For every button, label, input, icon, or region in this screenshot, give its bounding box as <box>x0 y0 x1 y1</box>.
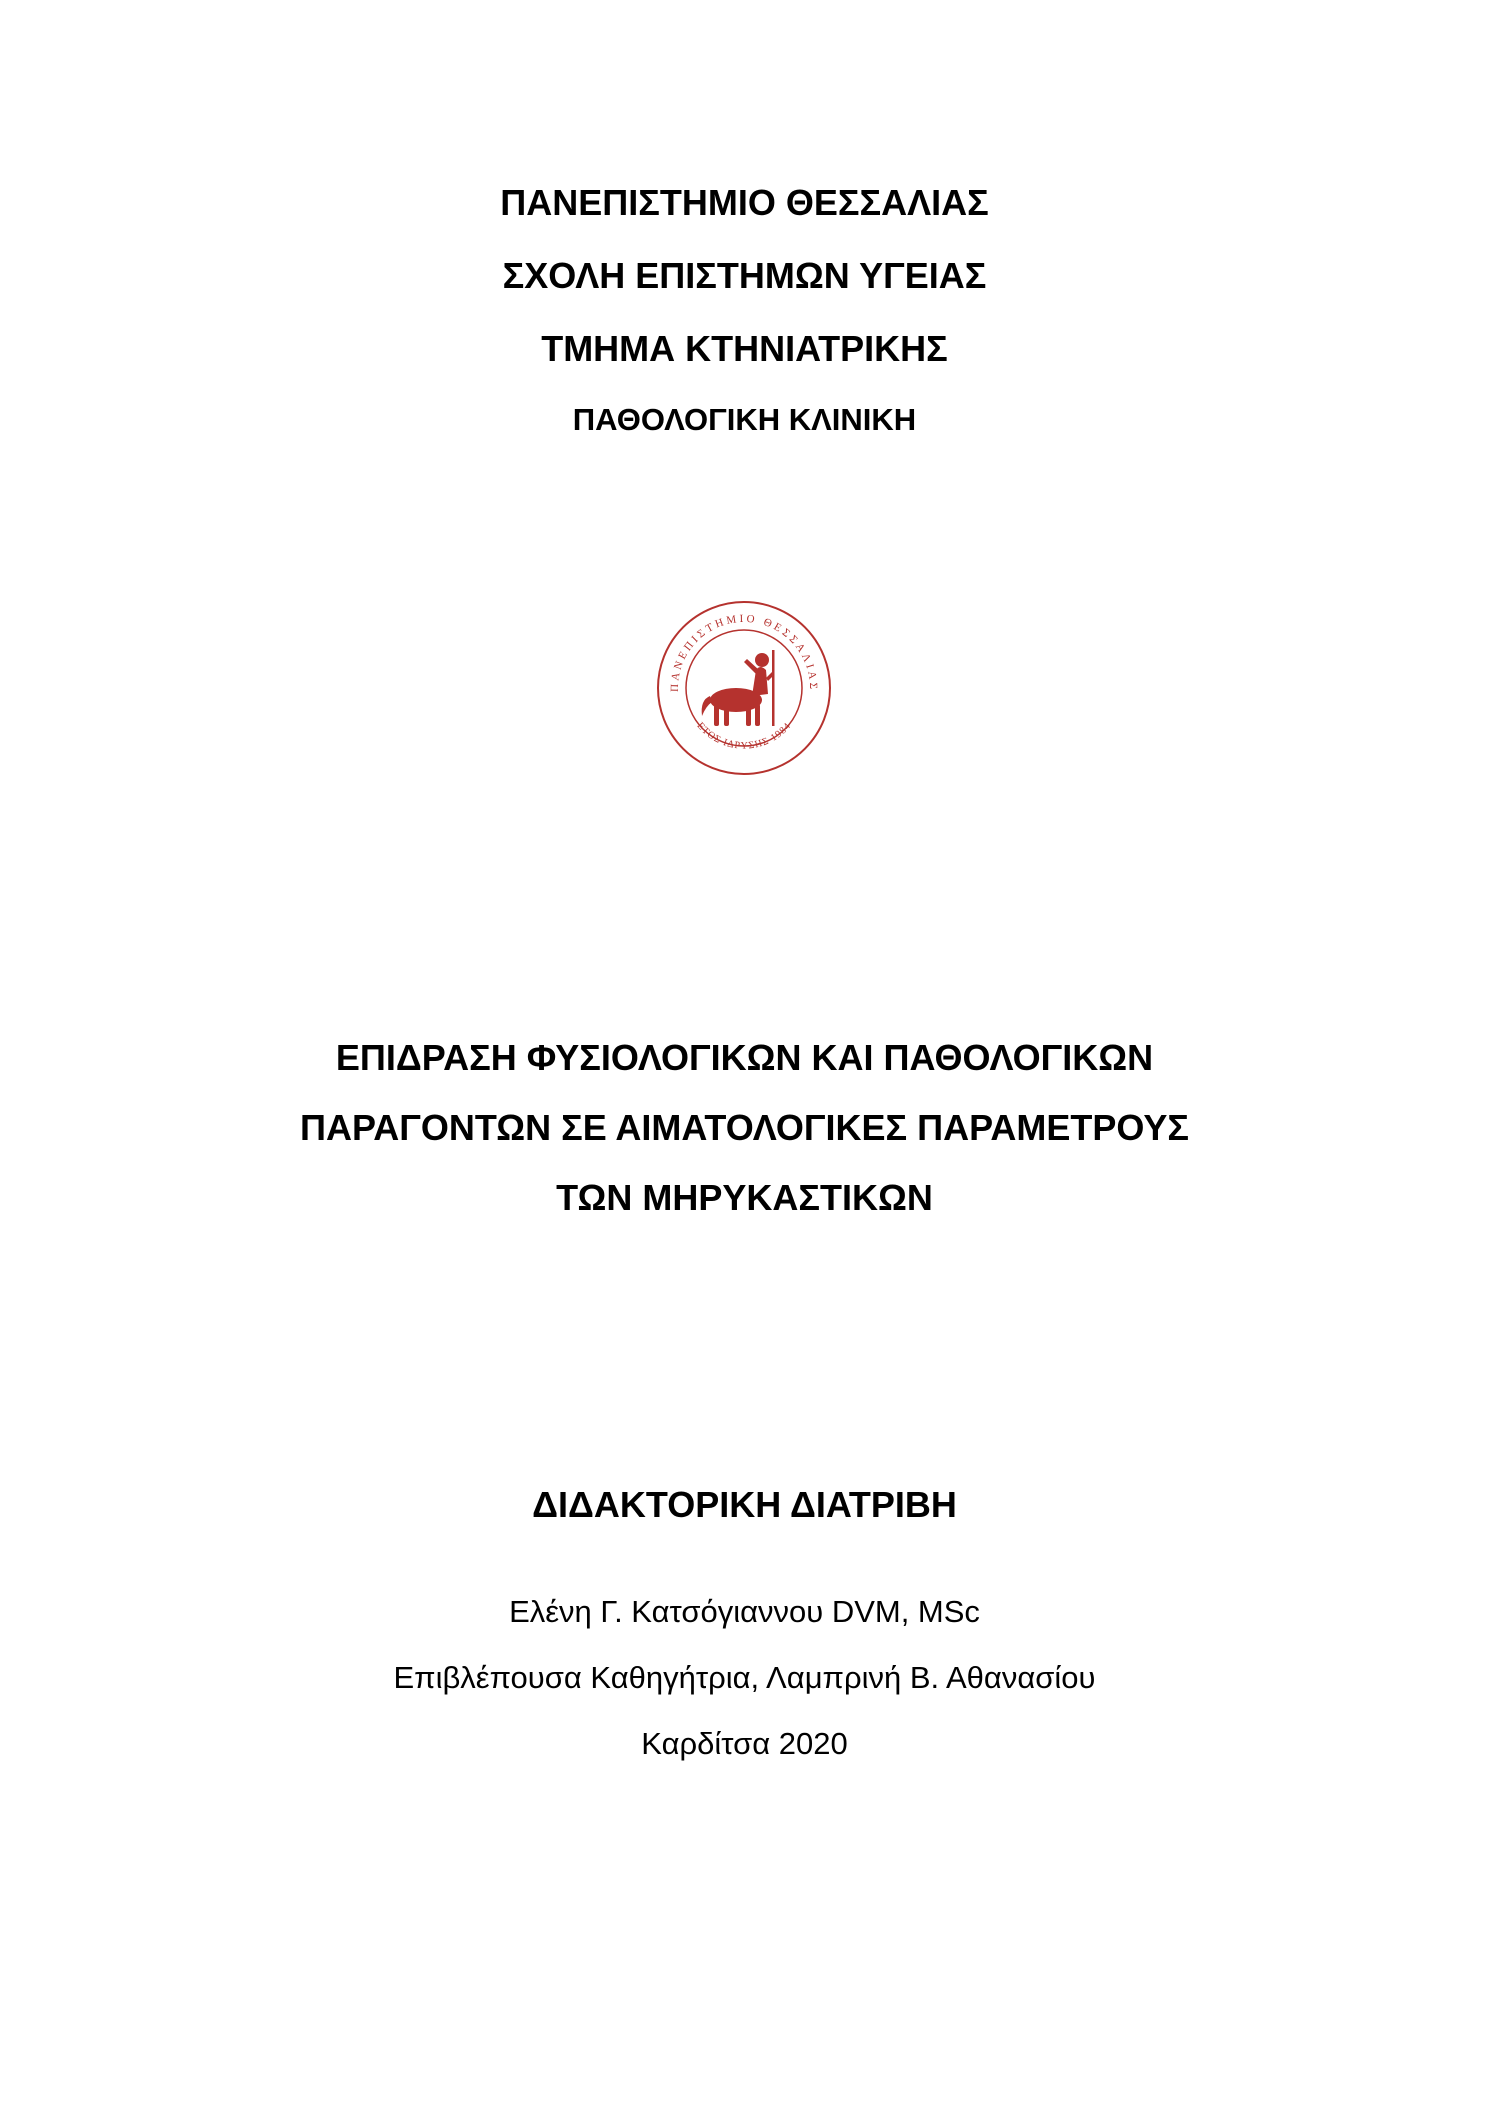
thesis-title-line-2: ΠΑΡΑΓΟΝΤΩΝ ΣΕ ΑΙΜΑΤΟΛΟΓΙΚΕΣ ΠΑΡΑΜΕΤΡΟΥΣ <box>299 1107 1190 1148</box>
thesis-title-line-3: ΤΩΝ ΜΗΡΥΚΑΣΤΙΚΩΝ <box>556 1177 933 1218</box>
seal-text-top: ΠΑΝΕΠΙΣΤΗΜΙΟ ΘΕΣΣΑΛΙΑΣ <box>668 612 820 693</box>
supervisor-line: Επιβλέπουσα Καθηγήτρια, Λαμπρινή Β. Αθανασίου <box>393 1660 1096 1695</box>
thesis-type: ΔΙΔΑΚΤΟΡΙΚΗ ΔΙΑΤΡΙΒΗ <box>532 1484 957 1525</box>
seal-text-bottom: ΕΤΟΣ ΙΔΡΥΣΗΣ 1984 <box>694 720 794 752</box>
department-name: ΤΜΗΜΑ ΚΤΗΝΙΑΤΡΙΚΗΣ <box>541 328 948 369</box>
author-line: Ελένη Γ. Κατσόγιαννου DVM, MSc <box>509 1594 980 1629</box>
university-name: ΠΑΝΕΠΙΣΤΗΜΙΟ ΘΕΣΣΑΛΙΑΣ <box>500 182 989 223</box>
centaur-figure <box>702 650 775 726</box>
place-year-line: Καρδίτσα 2020 <box>641 1726 848 1761</box>
clinic-name: ΠΑΘΟΛΟΓΙΚΗ ΚΛΙΝΙΚΗ <box>572 402 917 437</box>
centaur-seal-icon <box>656 600 832 776</box>
school-name: ΣΧΟΛΗ ΕΠΙΣΤΗΜΩΝ ΥΓΕΙΑΣ <box>502 255 987 296</box>
thesis-title-line-1: ΕΠΙΔΡΑΣΗ ΦΥΣΙΟΛΟΓΙΚΩΝ ΚΑΙ ΠΑΘΟΛΟΓΙΚΩΝ <box>335 1037 1154 1078</box>
